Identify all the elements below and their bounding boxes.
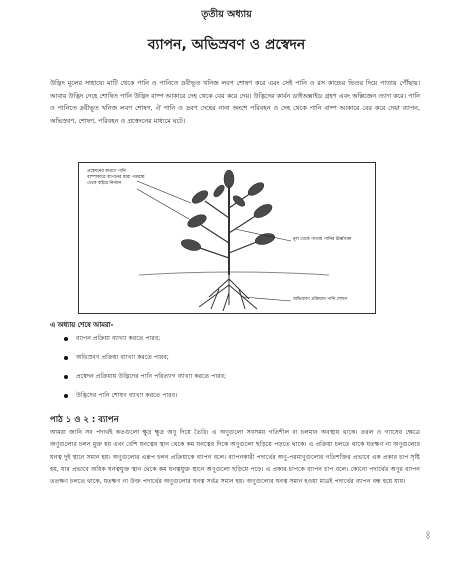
chapter-heading: তৃতীয় অধ্যায় [201,9,252,20]
section-title: পাঠ ১ ও ২ : ব্যাপন [50,415,119,425]
objective-text: অভিস্রবণ প্রক্রিয়া ব্যাখ্যা করতে পারব; [76,354,169,361]
objective-text: প্রস্বেদন প্রক্রিয়ায় উদ্ভিদের পানি পরিত্যাগ ব্যাখ্যা করতে পারব; [76,373,227,380]
intro-paragraph: উদ্ভিদ মূলের সাহায্যে মাটি থেকে পানি ও পানিতে দ্রবীভূত খনিজ লবণ শোষণ করে এবং সেই পানি ও রস কান্ডের ভিতর দিয়ে পাতায় পৌঁছায়। আবার উদ্ভিদ দেহে শোষিত পানি উদ্ভিদ বাষ্প আকারে দেহ থেকে বের করে দেয়। উদ্ভিদের কার্বন ডাইঅক্সাইড গ্রহণ এবং অক্সিজেন ত্যাগ করে। পানি ও পানিতে দ্রবীভূত খনিজ লবণ শোষণ, ঐ পানি ও দ্রবণ দেহের নানা অংশে পরিবহন ও দেহ থেকে পানি বাষ্প আকারে বের করে দেয়া ব্যাপন, অভিস্রবণ, শোষণ, পরিবহন ও প্রস্বেদনের মাধ্যমে ঘটে। [50,79,420,125]
list-item [76,392,177,400]
page-title: ব্যাপন, অভিস্রবণ ও প্রস্বেদন [147,37,306,53]
figure-label-transpiration: প্রস্বেদনের কারণে পানি বাষ্পাকারে ব্যাপনের দ্বারা পত্ররন্ধ্র থেকে বাইরে নির্গমন [87,169,145,186]
bullet-icon [64,356,68,360]
objective-text: উদ্ভিদের পানি শোষণ ব্যাখ্যা করতে পারব। [76,392,178,399]
objective-text: ব্যাপন প্রক্রিয়া ব্যাখ্যা করতে পারব; [76,335,161,342]
section-paragraph: আমরা জানি সব পদার্থই কতগুলো ক্ষুদ্র ক্ষুদ্র অণু দিয়ে তৈরি। এ অণুগুলো সবসময় গতিশীল বা চলমান অবস্থায় থাকে। তরল ও গ্যাসের ক্ষেত্রে অণুগুলোর চলন মুক্ত হয় এবং বেশি ঘনত্বের স্থান থেকে কম ঘনত্বের দিকে অণুগুলো ছড়িয়ে পড়তে থাকে। এ প্রক্রিয়া চলতে থাকে যতক্ষণ না অণুগুলোর ঘনত্ব দুই স্থানে সমান হয়। অণুগুলোর এরূপ চলন প্রক্রিয়াকে ব্যাপন বলে। ব্যাপনকারী পদার্থের অণু-পরমাণুগুলোর গতিশক্তির প্রভাবে এক প্রকার চাপ সৃষ্টি হয়, যার প্রভাবে অধিক ঘনত্বযুক্ত স্থান থেকে কম ঘনত্বযুক্ত স্থানে অণুগুলো ছড়িয়ে পড়ে। এ প্রকার চাপকে ব্যাপন চাপ বলে। কোনো পদার্থের অণুর ব্যাপন ততক্ষণ চলতে থাকে, যতক্ষণ না উক্ত পদার্থের অণুগুলোর ঘনত্ব সর্বত্র সমান হয়। অণুগুলোর ঘনত্ব সমান হওয়া মাত্রই পদার্থের ব্যাপন বন্ধ হয়ে যায়। [50,429,420,486]
figure-label-osmosis: অভিস্রবণ প্রক্রিয়ায় পানি শোষণ [293,297,348,302]
bullet-icon [64,394,68,398]
page-number: ৩৩ [425,531,432,539]
list-item [76,373,226,381]
figure-label-water-ascent: মূল থেকে পাতায় পানির ঊর্ধ্বগমন [293,237,352,242]
list-item [76,354,169,362]
list-item [76,335,160,343]
learning-objectives-heading: এ অধ্যায় শেষে আমরা- [50,321,114,329]
bullet-icon [64,337,68,341]
plant-transpiration-figure [78,162,376,314]
bullet-icon [64,375,68,379]
